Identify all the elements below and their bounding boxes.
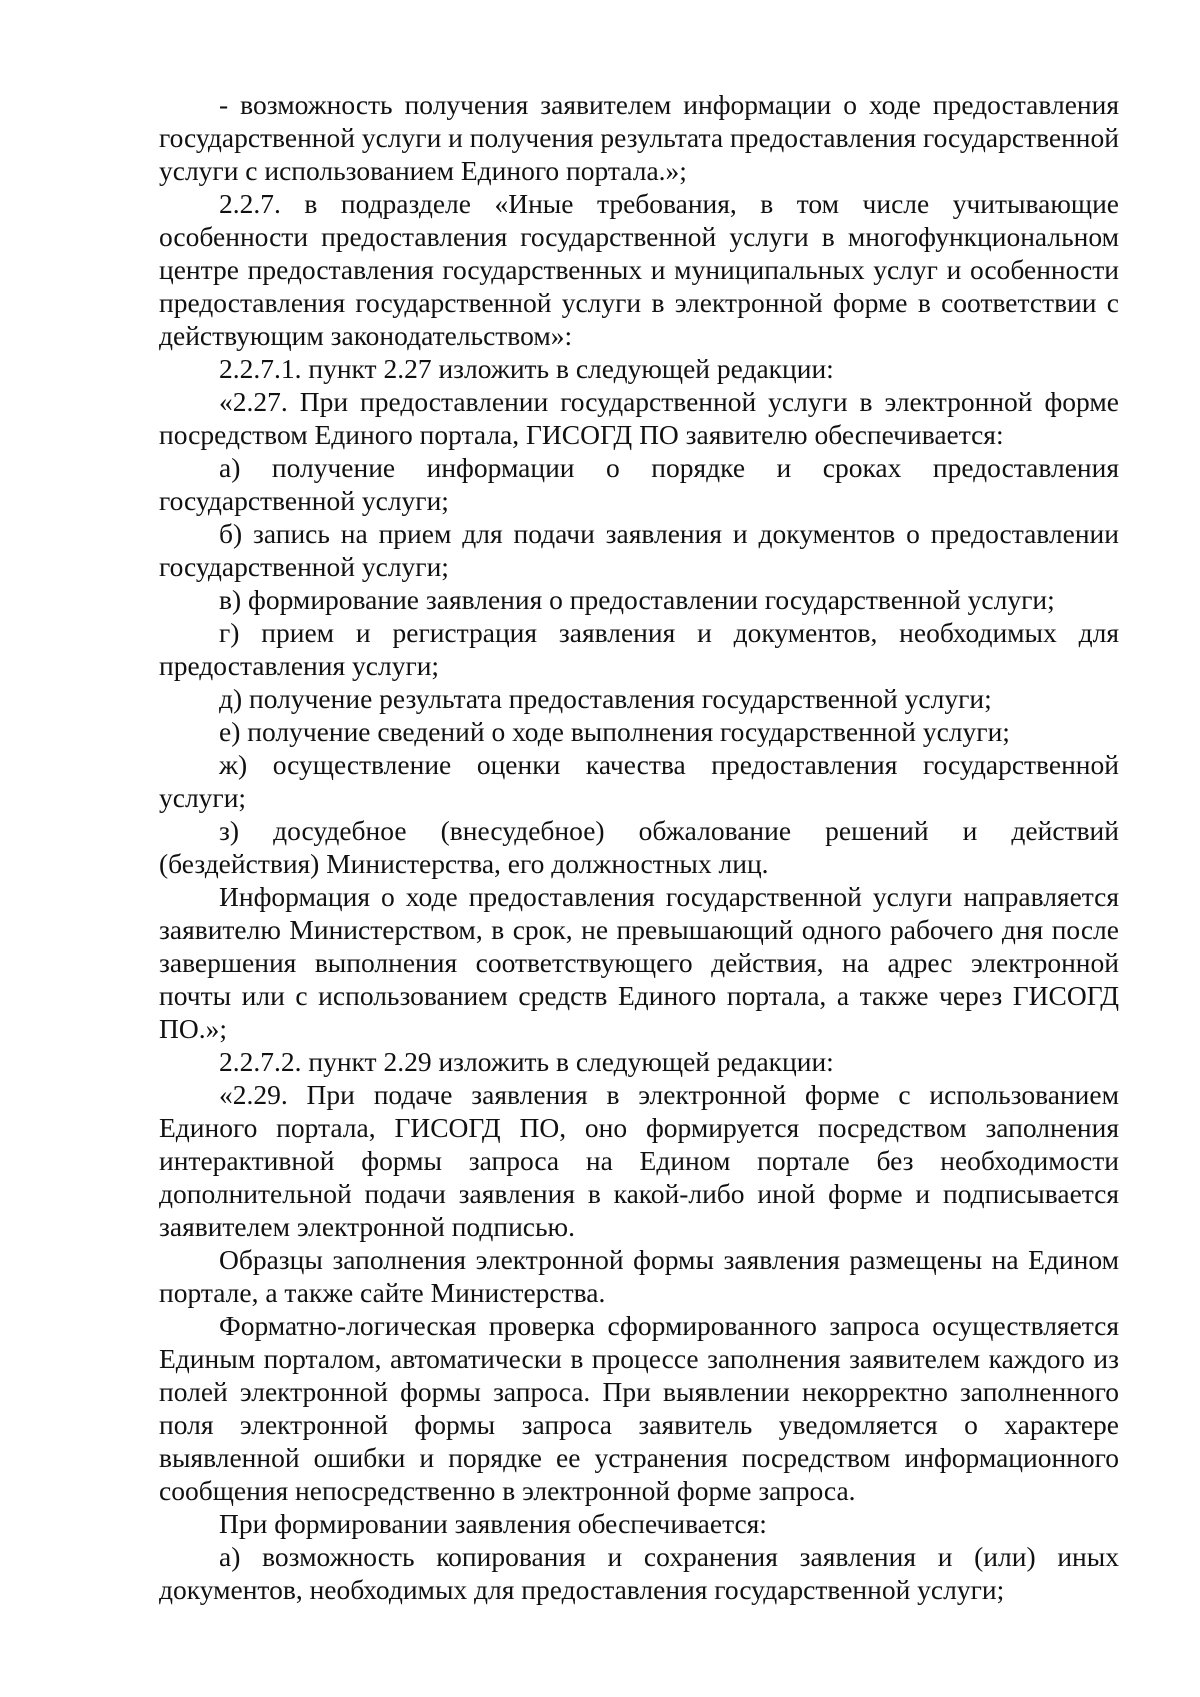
list-item: е) получение сведений о ходе выполнения государственной услуги; [219, 716, 1010, 747]
paragraph: Информация о ходе предоставления государственной услуги направляется заявителю Министерством, в срок, не превышающий одного рабочего дня после завершения выполнения соответствующего действия, на адрес электронной почты или с использованием средств Единого портала, а также через ГИСОГД ПО.»; [159, 881, 1119, 1044]
paragraph: - возможность получения заявителем информации о ходе предоставления государственной услуги и получения результата предоставления государственной услуги с использованием Единого портала.»; [159, 89, 1119, 186]
paragraph: «2.27. При предоставлении государственной услуги в электронной форме посредством Единого портала, ГИСОГД ПО заявителю обеспечивается: [159, 386, 1119, 450]
list-item: а) получение информации о порядке и сроках предоставления государственной услуги; [159, 452, 1119, 516]
list-item: ж) осуществление оценки качества предоставления государственной услуги; [159, 749, 1119, 813]
document-page [159, 88, 1119, 1606]
list-item: б) запись на прием для подачи заявления и документов о предоставлении государственной услуги; [159, 518, 1119, 582]
paragraph: Образцы заполнения электронной формы заявления размещены на Едином портале, а также сайте Министерства. [159, 1244, 1119, 1308]
paragraph: 2.2.7.2. пункт 2.29 изложить в следующей редакции: [219, 1046, 834, 1077]
paragraph: 2.2.7. в подразделе «Иные требования, в том числе учитывающие особенности предоставления государственной услуги в многофункциональном центре предоставления государственных и муниципальных услуг и особенности предоставления государственной услуги в электронной форме в соответствии с действующим законодательством»: [159, 188, 1119, 351]
list-item: а) возможность копирования и сохранения заявления и (или) иных документов, необходимых для предоставления государственной услуги; [159, 1541, 1119, 1605]
list-item: г) прием и регистрация заявления и документов, необходимых для предоставления услуги; [159, 617, 1119, 681]
paragraph: «2.29. При подаче заявления в электронной форме с использованием Единого портала, ГИСОГД ПО, оно формируется посредством заполнения интерактивной формы запроса на Едином портале без необходимости дополнительной подачи заявления в какой-либо иной форме и подписывается заявителем электронной подписью. [159, 1079, 1119, 1242]
paragraph: Форматно-логическая проверка сформированного запроса осуществляется Единым порталом, автоматически в процессе заполнения заявителем каждого из полей электронной формы запроса. При выявлении некорректно заполненного поля электронной формы запроса заявитель уведомляется о характере выявленной ошибки и порядке ее устранения посредством информационного сообщения непосредственно в электронной форме запроса. [159, 1310, 1119, 1506]
paragraph: При формировании заявления обеспечивается: [219, 1508, 767, 1539]
paragraph: 2.2.7.1. пункт 2.27 изложить в следующей редакции: [219, 353, 834, 384]
list-item: д) получение результата предоставления государственной услуги; [219, 683, 992, 714]
list-item: з) досудебное (внесудебное) обжалование решений и действий (бездействия) Министерства, его должностных лиц. [159, 815, 1119, 879]
list-item: в) формирование заявления о предоставлении государственной услуги; [219, 584, 1055, 615]
